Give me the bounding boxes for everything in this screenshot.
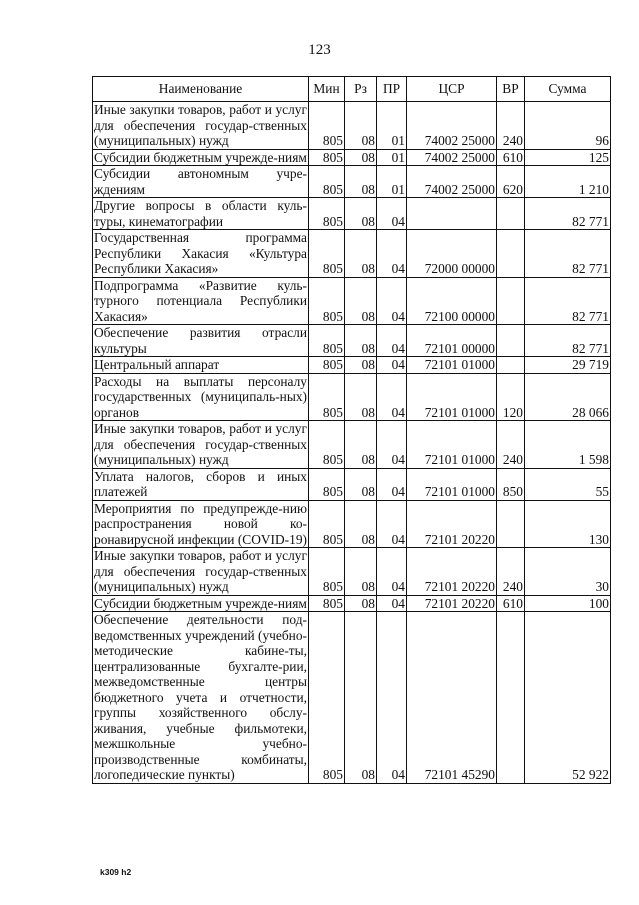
table-row xyxy=(93,149,611,166)
cell-csr: 72101 01000 xyxy=(407,357,497,374)
cell-pr: 04 xyxy=(377,595,407,612)
cell-min: 805 xyxy=(309,595,345,612)
table-row xyxy=(93,595,611,612)
cell-rz: 08 xyxy=(345,230,377,278)
cell-min: 805 xyxy=(309,198,345,230)
cell-csr: 72101 20220 xyxy=(407,500,497,548)
cell-name: Иные закупки товаров, работ и услуг для обеспечения государ-ственных (муниципальных) нужд xyxy=(94,421,307,467)
table-row xyxy=(93,357,611,374)
cell-min: 805 xyxy=(309,468,345,500)
cell-min: 805 xyxy=(309,149,345,166)
cell-csr: 72101 45290 xyxy=(407,612,497,784)
budget-table xyxy=(92,76,611,784)
cell-pr: 04 xyxy=(377,230,407,278)
cell-csr: 72101 20220 xyxy=(407,548,497,596)
cell-name: Обеспечение деятельности под-ведомственных учреждений (учебно-методические кабине-ты, централизованные бухгалте-рии, межведомственные центры бюджетного учета и отчетности, группы хозяйственного обслу-живания, учебные фильмотеки, межшкольные учебно-производственные комбинаты, логопедические пункты) xyxy=(94,612,307,782)
cell-min: 805 xyxy=(309,325,345,357)
cell-pr: 04 xyxy=(377,468,407,500)
cell-rz: 08 xyxy=(345,277,377,325)
table-row xyxy=(93,612,611,784)
table-body xyxy=(93,102,611,784)
cell-name: Иные закупки товаров, работ и услуг для обеспечения государ-ственных (муниципальных) нужд xyxy=(94,548,307,594)
cell-vr xyxy=(497,198,525,230)
cell-vr: 240 xyxy=(497,102,525,150)
cell-pr: 01 xyxy=(377,149,407,166)
cell-csr: 72101 01000 xyxy=(407,468,497,500)
cell-csr: 74002 25000 xyxy=(407,149,497,166)
cell-sum: 130 xyxy=(525,500,611,548)
cell-name: Субсидии бюджетным учрежде-ниям xyxy=(94,595,307,611)
cell-rz: 08 xyxy=(345,500,377,548)
table-row xyxy=(93,548,611,596)
cell-name: Подпрограмма «Развитие куль-турного потенциала Республики Хакасия» xyxy=(94,277,307,324)
cell-vr xyxy=(497,325,525,357)
cell-min: 805 xyxy=(309,277,345,325)
cell-rz: 08 xyxy=(345,373,377,421)
table-row xyxy=(93,102,611,150)
cell-sum: 82 771 xyxy=(525,325,611,357)
cell-vr: 240 xyxy=(497,421,525,469)
cell-min: 805 xyxy=(309,166,345,198)
cell-sum: 29 719 xyxy=(525,357,611,374)
cell-vr: 610 xyxy=(497,595,525,612)
cell-sum: 96 xyxy=(525,102,611,150)
header-name: Наименование xyxy=(93,77,309,102)
cell-vr xyxy=(497,277,525,325)
cell-name: Мероприятия по предупрежде-нию распространения новой ко-ронавирусной инфекции (COVID-19) xyxy=(94,500,307,547)
table-row xyxy=(93,230,611,278)
table-row xyxy=(93,500,611,548)
cell-sum: 52 922 xyxy=(525,612,611,784)
table-row xyxy=(93,373,611,421)
cell-csr: 72000 00000 xyxy=(407,230,497,278)
cell-name: Субсидии автономным учре-ждениям xyxy=(94,166,307,197)
cell-pr: 04 xyxy=(377,421,407,469)
cell-vr: 850 xyxy=(497,468,525,500)
cell-csr: 72100 00000 xyxy=(407,277,497,325)
cell-vr: 620 xyxy=(497,166,525,198)
cell-rz: 08 xyxy=(345,357,377,374)
cell-sum: 28 066 xyxy=(525,373,611,421)
cell-name: Расходы на выплаты персоналу государственных (муниципаль-ных) органов xyxy=(94,373,307,420)
cell-rz: 08 xyxy=(345,198,377,230)
cell-rz: 08 xyxy=(345,149,377,166)
table-row xyxy=(93,166,611,198)
cell-vr: 120 xyxy=(497,373,525,421)
table-row xyxy=(93,277,611,325)
cell-name: Уплата налогов, сборов и иных платежей xyxy=(94,468,307,499)
cell-rz: 08 xyxy=(345,102,377,150)
header-sum: Сумма xyxy=(525,77,611,102)
cell-rz: 08 xyxy=(345,166,377,198)
header-vr: ВР xyxy=(497,77,525,102)
header-min: Мин xyxy=(309,77,345,102)
cell-min: 805 xyxy=(309,357,345,374)
cell-name: Обеспечение развития отрасли культуры xyxy=(94,325,307,356)
cell-rz: 08 xyxy=(345,595,377,612)
cell-rz: 08 xyxy=(345,612,377,784)
footer-code: k309 h2 xyxy=(100,867,132,877)
cell-pr: 01 xyxy=(377,166,407,198)
cell-name: Субсидии бюджетным учрежде-ниям xyxy=(94,149,307,165)
cell-csr: 74002 25000 xyxy=(407,166,497,198)
table-row xyxy=(93,325,611,357)
header-rz: Рз xyxy=(345,77,377,102)
cell-pr: 04 xyxy=(377,325,407,357)
cell-name: Центральный аппарат xyxy=(93,357,309,374)
cell-rz: 08 xyxy=(345,325,377,357)
cell-min: 805 xyxy=(309,230,345,278)
cell-pr: 01 xyxy=(377,102,407,150)
table-row xyxy=(93,468,611,500)
cell-min: 805 xyxy=(309,373,345,421)
cell-name: Государственная программа Республики Хакасия «Культура Республики Хакасия» xyxy=(94,230,307,276)
cell-pr: 04 xyxy=(377,198,407,230)
cell-sum: 125 xyxy=(525,149,611,166)
cell-pr: 04 xyxy=(377,500,407,548)
cell-rz: 08 xyxy=(345,548,377,596)
cell-min: 805 xyxy=(309,102,345,150)
cell-pr: 04 xyxy=(377,373,407,421)
cell-rz: 08 xyxy=(345,468,377,500)
cell-vr xyxy=(497,357,525,374)
cell-vr xyxy=(497,612,525,784)
cell-min: 805 xyxy=(309,548,345,596)
cell-pr: 04 xyxy=(377,612,407,784)
header-pr: ПР xyxy=(377,77,407,102)
cell-csr: 72101 01000 xyxy=(407,373,497,421)
cell-csr: 72101 01000 xyxy=(407,421,497,469)
header-csr: ЦСР xyxy=(407,77,497,102)
cell-min: 805 xyxy=(309,421,345,469)
table-row xyxy=(93,421,611,469)
cell-min: 805 xyxy=(309,500,345,548)
cell-pr: 04 xyxy=(377,357,407,374)
cell-sum: 100 xyxy=(525,595,611,612)
cell-sum: 82 771 xyxy=(525,230,611,278)
cell-sum: 82 771 xyxy=(525,277,611,325)
cell-rz: 08 xyxy=(345,421,377,469)
table-row xyxy=(93,198,611,230)
cell-sum: 55 xyxy=(525,468,611,500)
cell-csr: 72101 20220 xyxy=(407,595,497,612)
cell-vr xyxy=(497,500,525,548)
cell-csr: 74002 25000 xyxy=(407,102,497,150)
cell-pr: 04 xyxy=(377,548,407,596)
cell-sum: 30 xyxy=(525,548,611,596)
cell-sum: 1 598 xyxy=(525,421,611,469)
table-header xyxy=(93,77,611,102)
cell-sum: 1 210 xyxy=(525,166,611,198)
cell-pr: 04 xyxy=(377,277,407,325)
cell-sum: 82 771 xyxy=(525,198,611,230)
cell-name: Другие вопросы в области куль-туры, кинематографии xyxy=(94,198,307,229)
cell-csr xyxy=(407,198,497,230)
page-number: 123 xyxy=(308,42,331,58)
cell-name: Иные закупки товаров, работ и услуг для обеспечения государ-ственных (муниципальных) нужд xyxy=(94,102,307,148)
cell-vr: 610 xyxy=(497,149,525,166)
cell-csr: 72101 00000 xyxy=(407,325,497,357)
cell-vr xyxy=(497,230,525,278)
cell-min: 805 xyxy=(309,612,345,784)
cell-vr: 240 xyxy=(497,548,525,596)
